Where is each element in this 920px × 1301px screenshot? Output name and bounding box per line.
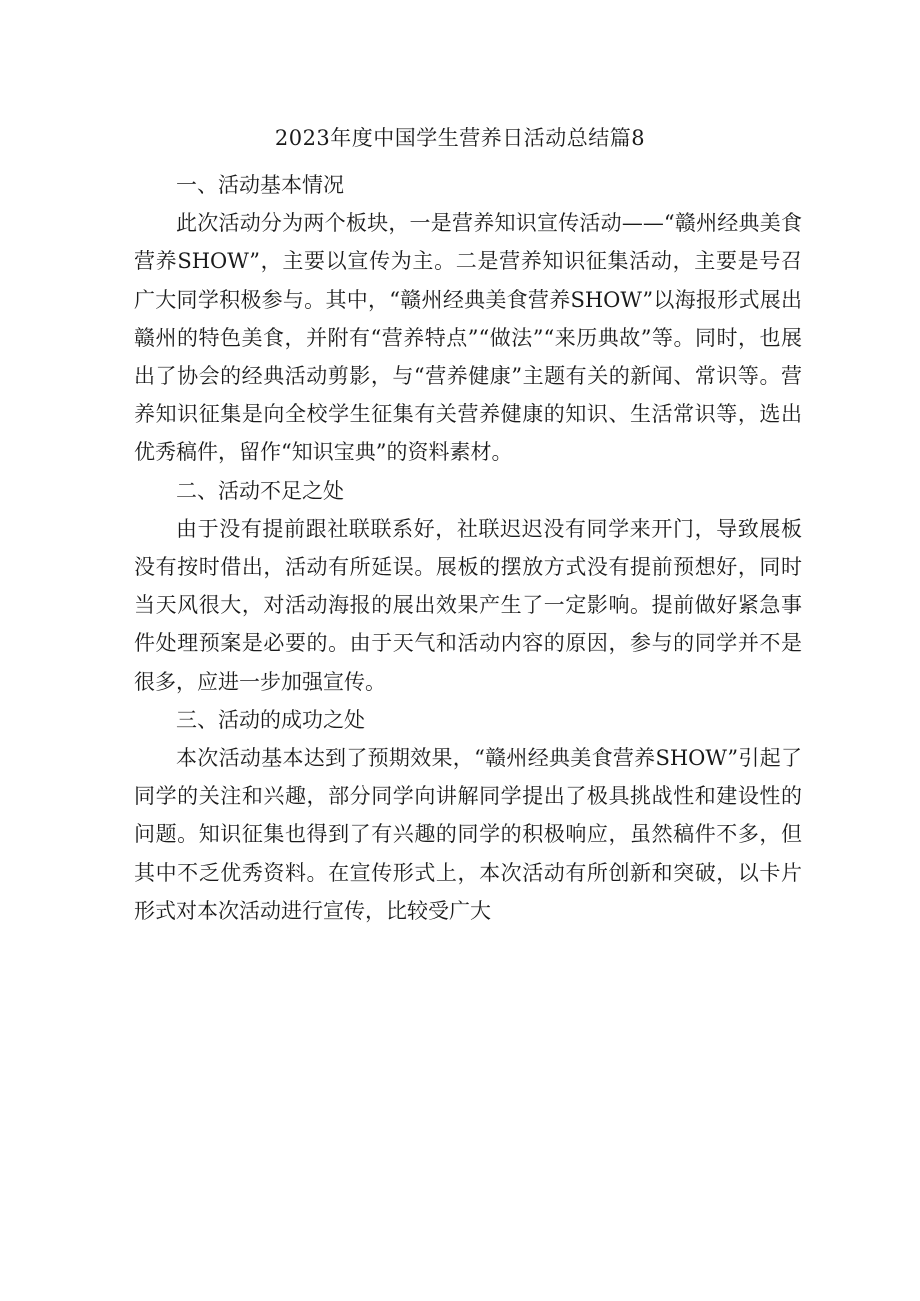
body-paragraph: 此次活动分为两个板块，一是营养知识宣传活动——“赣州经典美食营养SHOW”，主要以宣传为主。二是营养知识征集活动，主要是号召广大同学积极参与。其中，“赣州经典美食营养SHOW”以海报形式展出赣州的特色美食，并附有“营养特点”“做法”“来历典故”等。同时，也展出了协会的经典活动剪影，与“营养健康”主题有关的新闻、常识等。营养知识征集是向全校学生征集有关营养健康的知识、生活常识等，选出优秀稿件，留作“知识宝典”的资料素材。 [134,211,802,465]
document-body [134,166,802,930]
section-heading: 二、活动不足之处 [176,478,344,503]
section-heading: 一、活动基本情况 [176,173,344,197]
body-paragraph: 由于没有提前跟社联联系好，社联迟迟没有同学来开门，导致展板没有按时借出，活动有所延误。展板的摆放方式没有提前预想好，同时当天风很大，对活动海报的展出效果产生了一定影响。提前做好紧急事件处理预案是必要的。由于天气和活动内容的原因，参与的同学并不是很多，应进一步加强宣传。 [134,516,802,694]
section-heading: 三、活动的成功之处 [176,707,365,732]
body-paragraph: 本次活动基本达到了预期效果，“赣州经典美食营养SHOW”引起了同学的关注和兴趣，部分同学向讲解同学提出了极具挑战性和建设性的问题。知识征集也得到了有兴趣的同学的积极响应，虽然稿件不多，但其中不乏优秀资料。在宣传形式上，本次活动有所创新和突破，以卡片形式对本次活动进行宣传，比较受广大 [134,746,802,923]
document-title: 2023年度中国学生营养日活动总结篇8 [274,126,646,150]
